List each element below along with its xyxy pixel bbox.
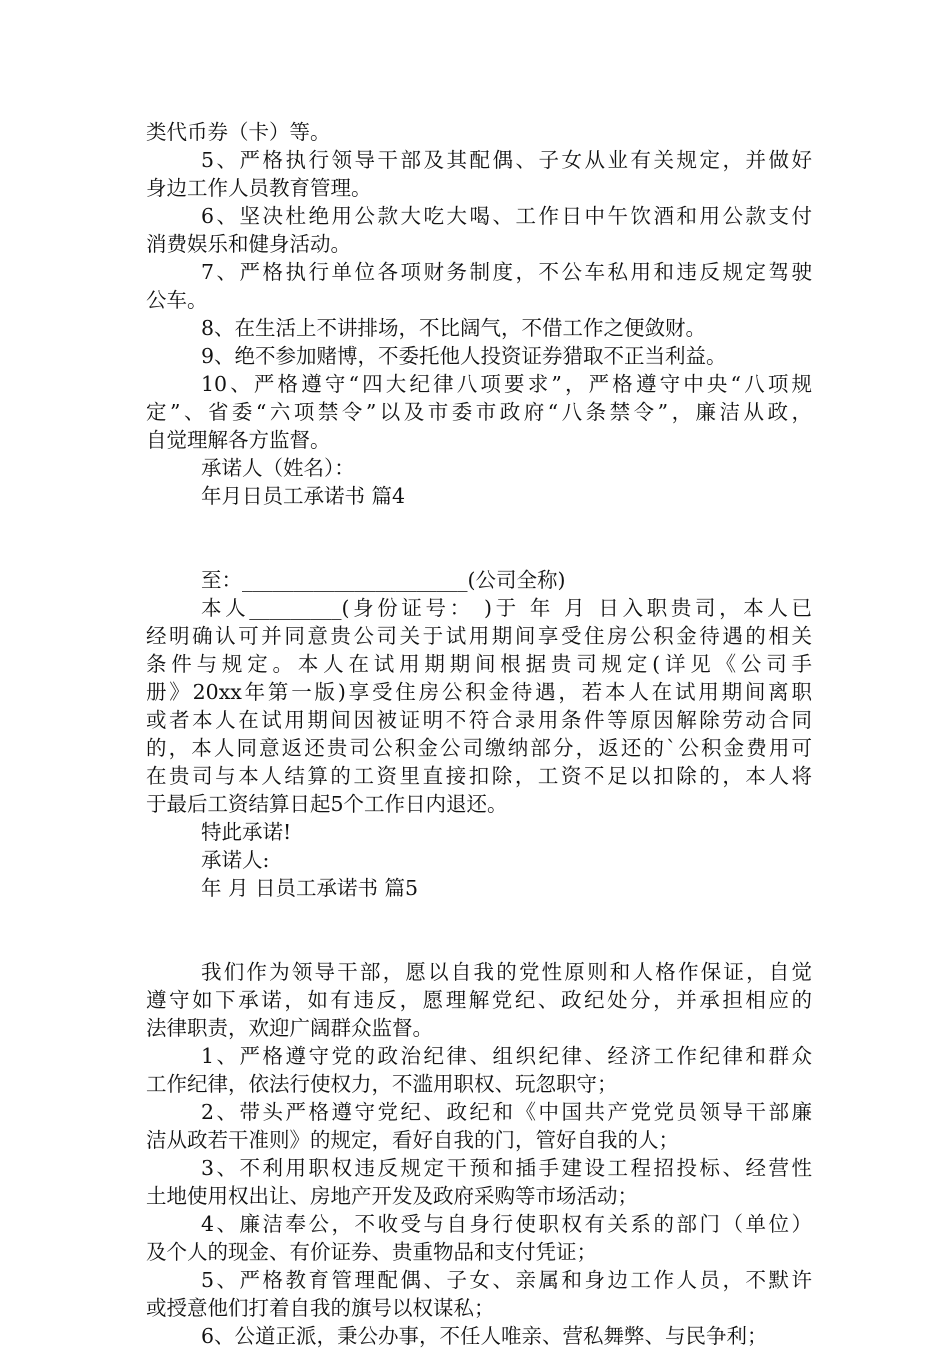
text-line: 特此承诺! [201,820,292,844]
section-heading: 年月日员工承诺书 篇4 [201,484,406,508]
text-line: 册》20xx年第一版)享受住房公积金待遇，若本人在试用期间离职 [146,680,812,704]
blank-spacer [146,930,812,958]
text-line: 在贵司与本人结算的工资里直接扣除，工资不足以扣除的，本人将 [146,764,812,788]
addressee-line: 至：______________________(公司全称) [201,568,566,592]
text-line: 5、严格教育管理配偶、子女、亲属和身边工作人员，不默许 [201,1268,812,1292]
signature-line: 承诺人（姓名）： [201,456,355,480]
text-line: 4、廉洁奉公，不收受与自身行使职权有关系的部门（单位） [201,1212,812,1236]
text-line: 及个人的现金、有价证券、贵重物品和支付凭证； [146,1240,597,1264]
text-line: 法律职责，欢迎广阔群众监督。 [146,1016,433,1040]
section-5 [146,958,812,1350]
text-line: 6、坚决杜绝用公款大吃大喝、工作日中午饮酒和用公款支付 [201,204,812,228]
text-line: 洁从政若干准则》的规定，看好自我的门，管好自我的人； [146,1128,679,1152]
text-line: 定”、省委“六项禁令”以及市委市政府“八条禁令”，廉洁从政， [146,400,812,424]
section-4 [146,566,812,902]
signature-line: 承诺人: [201,848,270,872]
text-line: 消费娱乐和健身活动。 [146,232,351,256]
blank-spacer [146,902,812,930]
text-line: 的，本人同意返还贵司公积金公司缴纳部分，返还的`公积金费用可 [146,736,812,760]
text-line: 9、绝不参加赌博，不委托他人投资证券猎取不正当利益。 [201,344,727,368]
blank-spacer [146,538,812,566]
document-page [146,118,812,1350]
blank-spacer [146,510,812,538]
text-line: 10、严格遵守“四大纪律八项要求”，严格遵守中央“八项规 [201,372,812,396]
text-line: 或授意他们打着自我的旗号以权谋私； [146,1296,495,1320]
text-line: 2、带头严格遵守党纪、政纪和《中国共产党党员领导干部廉 [201,1100,812,1124]
text-line: 1、严格遵守党的政治纪律、组织纪律、经济工作纪律和群众 [201,1044,812,1068]
text-line: 本人_________(身份证号： )于 年 月 日入职贵司，本人已 [201,596,812,620]
text-line: 自觉理解各方监督。 [146,428,331,452]
text-line: 或者本人在试用期间因被证明不符合录用条件等原因解除劳动合同 [146,708,812,732]
text-line: 3、不利用职权违反规定干预和插手建设工程招投标、经营性 [201,1156,812,1180]
text-line: 8、在生活上不讲排场，不比阔气，不借工作之便敛财。 [201,316,707,340]
text-line: 公车。 [146,288,208,312]
text-line: 工作纪律，依法行使权力，不滥用职权、玩忽职守； [146,1072,618,1096]
section-3-continuation [146,118,812,510]
text-line: 6、公道正派，秉公办事，不任人唯亲、营私舞弊、与民争利； [201,1324,768,1348]
text-line: 条件与规定。本人在试用期期间根据贵司规定(详见《公司手 [146,652,812,676]
text-line: 我们作为领导干部，愿以自我的党性原则和人格作保证，自觉 [201,960,812,984]
text-line: 于最后工资结算日起5个工作日内退还。 [146,792,508,816]
text-line: 类代币券（卡）等。 [146,120,331,144]
text-line: 5、严格执行领导干部及其配偶、子女从业有关规定，并做好 [201,148,812,172]
text-line: 遵守如下承诺，如有违反，愿理解党纪、政纪处分，并承担相应的 [146,988,812,1012]
text-line: 经明确认可并同意贵公司关于试用期间享受住房公积金待遇的相关 [146,624,812,648]
text-line: 土地使用权出让、房地产开发及政府采购等市场活动； [146,1184,638,1208]
text-line: 身边工作人员教育管理。 [146,176,372,200]
text-line: 7、严格执行单位各项财务制度，不公车私用和违反规定驾驶 [201,260,812,284]
section-heading: 年 月 日员工承诺书 篇5 [201,876,419,900]
